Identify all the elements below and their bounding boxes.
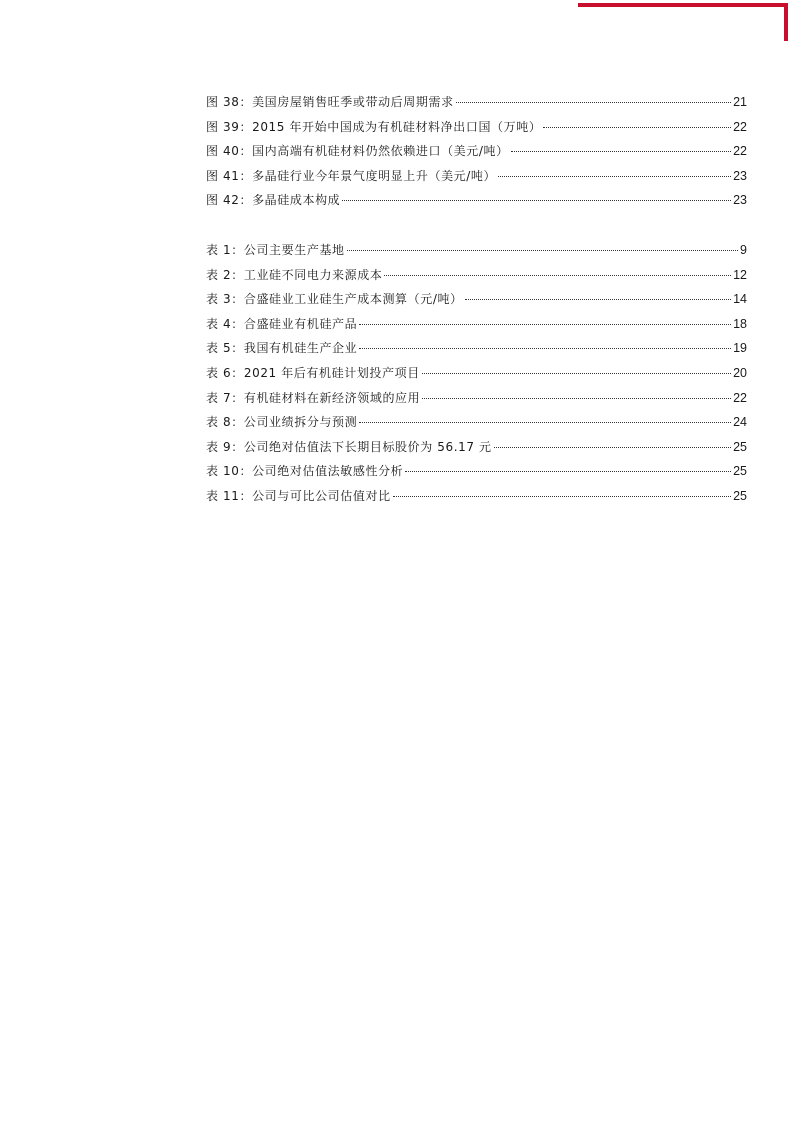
toc-entry-label: 表 8：公司业绩拆分与预测: [206, 415, 358, 430]
toc-page-number: 19: [733, 341, 747, 356]
toc-dot-leader: [511, 151, 731, 152]
header-accent-bar: [578, 3, 786, 7]
toc-page-number: 20: [733, 365, 747, 380]
toc-entry-table-5[interactable]: [206, 336, 747, 361]
toc-dot-leader: [422, 398, 731, 399]
toc-entry-table-2[interactable]: [206, 263, 747, 288]
toc-dot-leader: [384, 275, 731, 276]
toc-entry-label: 图 40：国内高端有机硅材料仍然依赖进口（美元/吨）: [206, 144, 509, 159]
toc-dot-leader: [393, 496, 731, 497]
toc-entry-table-3[interactable]: [206, 287, 747, 312]
table-list: [206, 238, 747, 509]
toc-page-number: 21: [733, 95, 747, 109]
toc-dot-leader: [405, 471, 731, 472]
toc-entry-label: 表 5：我国有机硅生产企业: [206, 341, 358, 356]
figure-list: [206, 90, 747, 213]
toc-entry-figure-40[interactable]: [206, 139, 747, 164]
toc-entry-label: 表 3：合盛硅业工业硅生产成本测算（元/吨）: [206, 292, 463, 307]
toc-dot-leader: [422, 373, 731, 374]
toc-entry-table-11[interactable]: [206, 484, 747, 509]
toc-dot-leader: [494, 447, 731, 448]
toc-entry-table-4[interactable]: [206, 312, 747, 337]
toc-entry-label: 图 42：多晶硅成本构成: [206, 193, 341, 208]
toc-page-number: 22: [733, 144, 747, 159]
toc-entry-figure-41[interactable]: [206, 164, 747, 189]
toc-entry-label: 表 9：公司绝对估值法下长期目标股价为 56.17 元: [206, 439, 492, 454]
toc-page-number: 18: [733, 316, 747, 331]
toc-page-number: 14: [733, 292, 747, 307]
toc-entry-figure-38[interactable]: [206, 90, 747, 115]
toc-dot-leader: [465, 299, 731, 300]
toc-entry-label: 表 10：公司绝对估值法敏感性分析: [206, 464, 404, 479]
toc-entry-table-8[interactable]: [206, 410, 747, 435]
toc-entry-figure-42[interactable]: [206, 188, 747, 213]
toc-entry-label: 图 38：美国房屋销售旺季或带动后周期需求: [206, 95, 454, 109]
toc-dot-leader: [543, 127, 731, 128]
toc-page-number: 22: [733, 390, 747, 405]
toc-entry-figure-39[interactable]: [206, 115, 747, 140]
toc-entry-table-9[interactable]: [206, 435, 747, 460]
toc-entry-table-10[interactable]: [206, 459, 747, 484]
toc-dot-leader: [498, 176, 731, 177]
toc-entry-table-1[interactable]: [206, 238, 747, 263]
toc-entry-label: 表 6：2021 年后有机硅计划投产项目: [206, 365, 420, 380]
toc-dot-leader: [347, 250, 738, 251]
toc-page-number: 24: [733, 415, 747, 430]
toc-entry-label: 表 7：有机硅材料在新经济领域的应用: [206, 390, 421, 405]
toc-dot-leader: [342, 200, 731, 201]
toc-entry-table-7[interactable]: [206, 386, 747, 411]
toc-dot-leader: [456, 102, 731, 103]
toc-entry-label: 表 1：公司主要生产基地: [206, 243, 345, 257]
toc-page-number: 23: [733, 168, 747, 183]
toc-page-number: 22: [733, 119, 747, 134]
toc-entry-label: 表 11：公司与可比公司估值对比: [206, 488, 391, 503]
toc-page-number: 12: [733, 267, 747, 282]
toc-dot-leader: [359, 324, 731, 325]
toc-entry-label: 表 2：工业硅不同电力来源成本: [206, 267, 383, 282]
header-accent-tick: [784, 3, 788, 41]
toc-page-number: 23: [733, 193, 747, 208]
toc-page-number: 9: [740, 243, 747, 257]
toc-page-number: 25: [733, 464, 747, 479]
toc-page-number: 25: [733, 439, 747, 454]
toc-dot-leader: [359, 422, 731, 423]
toc-page-number: 25: [733, 488, 747, 503]
toc-dot-leader: [359, 348, 731, 349]
toc-entry-label: 表 4：合盛硅业有机硅产品: [206, 316, 358, 331]
toc-entry-label: 图 41：多晶硅行业今年景气度明显上升（美元/吨）: [206, 168, 497, 183]
toc-entry-table-6[interactable]: [206, 361, 747, 386]
toc-entry-label: 图 39：2015 年开始中国成为有机硅材料净出口国（万吨）: [206, 119, 542, 134]
